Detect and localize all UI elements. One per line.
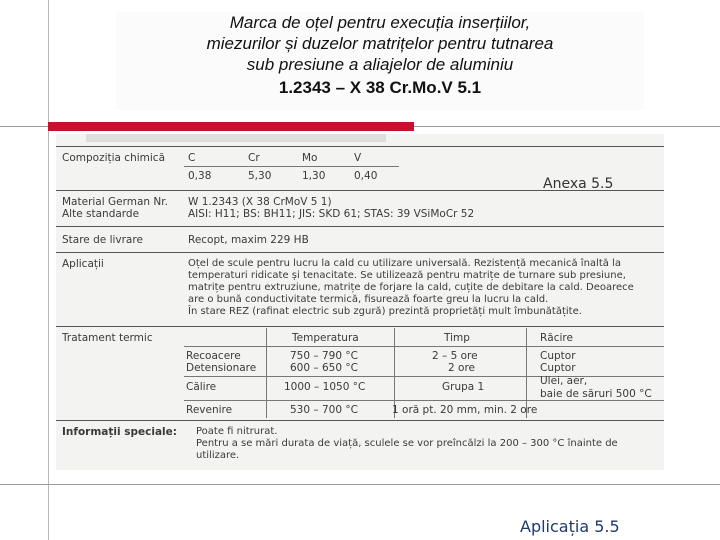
- applications-line: are o bună conductivitate termică, fisurează foarte greu la lucru la cald.: [188, 294, 549, 305]
- table-divider: [56, 326, 664, 327]
- treatment-row-cooling: Ulei, aer,: [540, 375, 588, 387]
- table-divider: [56, 420, 664, 421]
- special-info-line: Pentru a se mări durata de viață, sculele se vor preîncălzi la 200 – 300 °C înainte de: [196, 438, 618, 449]
- value-c: 0,38: [188, 170, 212, 182]
- treatment-row-cooling: Cuptor: [540, 350, 576, 362]
- special-info-line: utilizare.: [196, 450, 240, 461]
- value-v: 0,40: [354, 170, 378, 182]
- treatment-row-cooling: Cuptor: [540, 362, 576, 374]
- treatment-row-name: Detensionare: [186, 362, 257, 374]
- treatment-row-temp: 750 – 790 °C: [290, 350, 358, 362]
- treatment-row-time: 2 ore: [448, 362, 475, 374]
- title-line-2: miezurilor și duzelor matrițelor pentru tutnarea: [206, 34, 554, 53]
- slide-title: [116, 12, 644, 110]
- treatment-row-name: Revenire: [186, 404, 233, 416]
- treatment-rule: [184, 376, 664, 377]
- special-info-line: Poate fi nitrurat.: [196, 426, 278, 437]
- special-info-label: Informații speciale:: [62, 426, 177, 438]
- treatment-header-cooling: Răcire: [540, 332, 573, 344]
- left-decorative-line: [48, 0, 49, 540]
- applications-line: Oțel de scule pentru lucru la cald cu utilizare universală. Rezistență mecanică înaltă la: [188, 258, 621, 269]
- treatment-header-temp: Temperatura: [292, 332, 359, 344]
- footer-application-label: Aplicația 5.5: [520, 517, 620, 536]
- delivery-label: Stare de livrare: [62, 234, 143, 246]
- treatment-row-name: Recoacere: [186, 350, 241, 362]
- title-line-3: sub presiune a aliajelor de aluminiu: [246, 55, 514, 74]
- applications-line: temperaturi ridicate și tenacitate. Se utilizează pentru matrițe de turnare sub presiune,: [188, 270, 626, 281]
- red-accent-bar: [48, 122, 414, 131]
- treatment-row-temp: 530 – 700 °C: [290, 404, 358, 416]
- table-divider: [56, 146, 664, 147]
- table-divider: [56, 226, 664, 227]
- table-divider: [56, 252, 664, 253]
- value-mo: 1,30: [302, 170, 326, 182]
- element-c: C: [188, 152, 196, 164]
- treatment-row-temp: 600 – 650 °C: [290, 362, 358, 374]
- annex-label: Anexa 5.5: [543, 176, 614, 192]
- composition-rule: [184, 166, 399, 167]
- treatment-row-temp: 1000 – 1050 °C: [284, 381, 366, 393]
- element-cr: Cr: [248, 152, 260, 164]
- treatment-header-time: Timp: [444, 332, 470, 344]
- material-value: W 1.2343 (X 38 CrMoV 5 1): [188, 196, 332, 208]
- treatment-row-time: 2 – 5 ore: [432, 350, 478, 362]
- treatment-row-time: Grupa 1: [442, 381, 485, 393]
- applications-label: Aplicații: [62, 258, 104, 270]
- treatment-row-name: Călire: [186, 381, 217, 393]
- treatment-row-time: 1 oră pt. 20 mm, min. 2 ore: [392, 404, 538, 416]
- treatment-col-rule: [266, 328, 267, 418]
- delivery-value: Recopt, maxim 229 HB: [188, 234, 309, 246]
- other-standards-value: AISI: H11; BS: BH11; JIS: SKD 61; STAS: 39 VSiMoCr 52: [188, 208, 475, 220]
- material-label: Material German Nr.: [62, 196, 168, 208]
- applications-line: În stare REZ (rafinat electric sub zgură) prezintă proprietăți mult îmbunătățite.: [188, 306, 582, 317]
- applications-line: matrițe pentru extruziune, matrițe de forjare la cald, cuțite de debitare la cald. Deoarece: [188, 282, 634, 293]
- treatment-row-cooling: baie de săruri 500 °C: [540, 388, 652, 400]
- element-mo: Mo: [302, 152, 318, 164]
- element-v: V: [354, 152, 362, 164]
- title-line-4: 1.2343 – X 38 Cr.Mo.V 5.1: [278, 78, 482, 97]
- treatment-label: Tratament termic: [62, 332, 153, 344]
- bottom-divider: [0, 484, 720, 485]
- value-cr: 5,30: [248, 170, 272, 182]
- composition-label: Compoziția chimică: [62, 152, 166, 164]
- title-line-1: Marca de oțel pentru execuția inserțiilor,: [229, 13, 531, 32]
- other-standards-label: Alte standarde: [62, 208, 140, 220]
- treatment-rule: [184, 400, 664, 401]
- scan-header-artifact: [86, 134, 386, 142]
- treatment-header-rule: [184, 346, 664, 347]
